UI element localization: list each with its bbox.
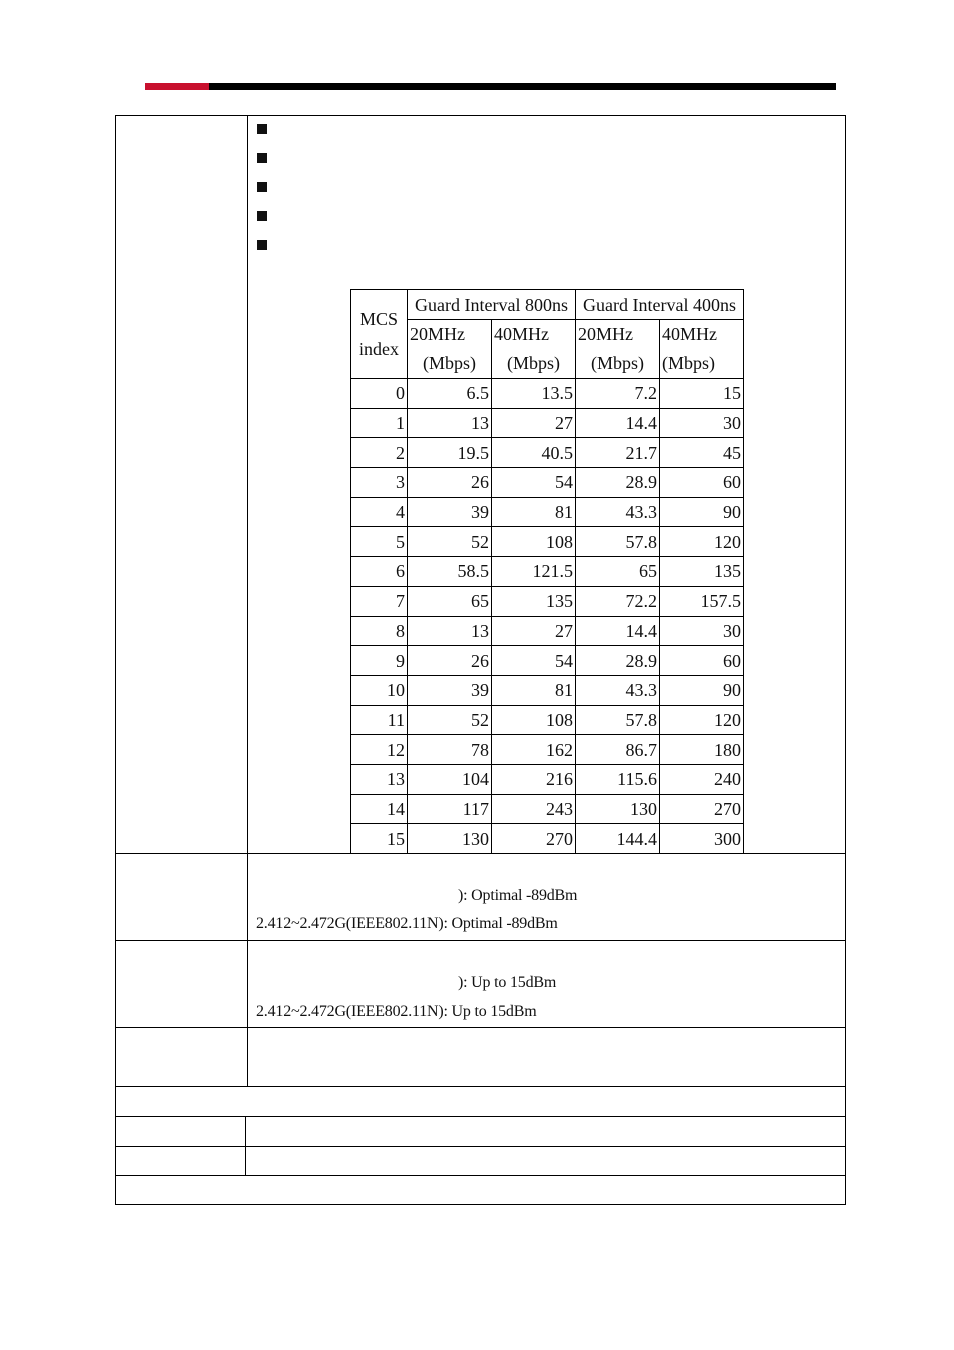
table-row	[351, 705, 744, 735]
rate-cell: 90	[660, 497, 744, 527]
mcs-index-cell: 9	[351, 646, 408, 676]
mcs-index-cell: 5	[351, 527, 408, 557]
rate-cell: 39	[408, 497, 492, 527]
rate-cell: 13.5	[492, 379, 576, 409]
table-row	[351, 527, 744, 557]
rate-cell: 135	[660, 557, 744, 587]
mcs-index-cell: 15	[351, 824, 408, 854]
rate-cell: 54	[492, 646, 576, 676]
rate-cell: 40.5	[492, 438, 576, 468]
rate-cell: 81	[492, 497, 576, 527]
unit-label: (Mbps)	[662, 353, 715, 373]
rate-cell: 30	[660, 408, 744, 438]
mcs-index-cell: 4	[351, 497, 408, 527]
table-row	[351, 675, 744, 705]
rate-cell: 45	[660, 438, 744, 468]
rate-cell: 243	[492, 794, 576, 824]
mcs-header-line1: MCS	[359, 309, 399, 329]
rate-cell: 15	[660, 379, 744, 409]
rate-cell: 27	[492, 408, 576, 438]
row-divider	[115, 1175, 846, 1176]
rate-cell: 104	[408, 764, 492, 794]
rate-cell: 108	[492, 705, 576, 735]
table-row	[351, 824, 744, 854]
bullet-icon	[257, 182, 267, 192]
row-divider	[115, 1146, 846, 1147]
rate-cell: 57.8	[576, 705, 660, 735]
rate-cell: 28.9	[576, 646, 660, 676]
bandwidth-label: 20MHz	[410, 324, 465, 344]
rate-cell: 13	[408, 616, 492, 646]
rate-cell: 39	[408, 675, 492, 705]
rate-cell: 270	[492, 824, 576, 854]
rate-cell: 30	[660, 616, 744, 646]
rate-cell: 13	[408, 408, 492, 438]
table-row	[351, 735, 744, 765]
row-divider	[115, 1116, 846, 1117]
rate-cell: 26	[408, 646, 492, 676]
rate-cell: 52	[408, 705, 492, 735]
table-row	[351, 438, 744, 468]
rate-cell: 180	[660, 735, 744, 765]
table-row	[351, 616, 744, 646]
bandwidth-label: 40MHz	[494, 324, 549, 344]
mcs-index-cell: 8	[351, 616, 408, 646]
mcs-index-cell: 1	[351, 408, 408, 438]
rate-cell: 240	[660, 764, 744, 794]
row-divider	[115, 1027, 846, 1028]
rate-cell: 120	[660, 527, 744, 557]
bandwidth-20-header	[408, 320, 492, 379]
rate-cell: 60	[660, 468, 744, 498]
unit-label: (Mbps)	[591, 353, 644, 373]
tx-power-line-1: ): Up to 15dBm	[458, 974, 557, 991]
header-accent-bar-red	[145, 83, 209, 90]
table-row	[351, 468, 744, 498]
rate-cell: 65	[408, 586, 492, 616]
rate-cell: 130	[576, 794, 660, 824]
bandwidth-20-header	[576, 320, 660, 379]
table-row	[351, 586, 744, 616]
header-rule-bar	[209, 83, 836, 90]
mcs-index-cell: 10	[351, 675, 408, 705]
mcs-index-cell: 6	[351, 557, 408, 587]
guard-interval-400-header: Guard Interval 400ns	[576, 290, 744, 320]
sensitivity-line-1: ): Optimal -89dBm	[458, 887, 578, 904]
rate-cell: 121.5	[492, 557, 576, 587]
rate-cell: 78	[408, 735, 492, 765]
bullet-icon	[257, 124, 267, 134]
table-row	[351, 646, 744, 676]
mcs-index-cell: 7	[351, 586, 408, 616]
bandwidth-40-header	[492, 320, 576, 379]
guard-interval-800-header: Guard Interval 800ns	[408, 290, 576, 320]
table-row	[351, 379, 744, 409]
rate-cell: 43.3	[576, 675, 660, 705]
rate-cell: 14.4	[576, 408, 660, 438]
sensitivity-line-2: 2.412~2.472G(IEEE802.11N): Optimal -89dBm	[256, 915, 558, 932]
rate-cell: 81	[492, 675, 576, 705]
bandwidth-label: 20MHz	[578, 324, 633, 344]
bullet-icon	[257, 240, 267, 250]
table-row	[351, 557, 744, 587]
rate-cell: 115.6	[576, 764, 660, 794]
rate-cell: 216	[492, 764, 576, 794]
rate-cell: 108	[492, 527, 576, 557]
rate-cell: 58.5	[408, 557, 492, 587]
rate-cell: 120	[660, 705, 744, 735]
rate-cell: 300	[660, 824, 744, 854]
rate-cell: 26	[408, 468, 492, 498]
rate-cell: 135	[492, 586, 576, 616]
rate-cell: 6.5	[408, 379, 492, 409]
table-row	[351, 764, 744, 794]
bullet-icon	[257, 211, 267, 221]
mcs-index-cell: 11	[351, 705, 408, 735]
rate-cell: 144.4	[576, 824, 660, 854]
mcs-rate-table	[350, 289, 744, 854]
rate-cell: 117	[408, 794, 492, 824]
rate-cell: 28.9	[576, 468, 660, 498]
mcs-index-cell: 3	[351, 468, 408, 498]
rate-cell: 65	[576, 557, 660, 587]
row-divider	[115, 1086, 846, 1087]
rate-cell: 19.5	[408, 438, 492, 468]
rate-cell: 27	[492, 616, 576, 646]
rate-cell: 60	[660, 646, 744, 676]
rate-cell: 52	[408, 527, 492, 557]
mcs-index-cell: 2	[351, 438, 408, 468]
unit-label: (Mbps)	[423, 353, 476, 373]
row-divider	[115, 940, 846, 941]
mcs-header-line2: index	[359, 339, 399, 359]
mcs-table-body	[351, 379, 744, 854]
table-row	[351, 794, 744, 824]
column-divider	[245, 1116, 246, 1175]
bullet-icon	[257, 153, 267, 163]
bandwidth-40-header	[660, 320, 744, 379]
mcs-index-header	[351, 290, 408, 379]
bandwidth-label: 40MHz	[662, 324, 717, 344]
mcs-index-cell: 0	[351, 379, 408, 409]
rate-cell: 157.5	[660, 586, 744, 616]
tx-power-line-2: 2.412~2.472G(IEEE802.11N): Up to 15dBm	[256, 1003, 537, 1020]
rate-cell: 43.3	[576, 497, 660, 527]
rate-cell: 14.4	[576, 616, 660, 646]
rate-cell: 162	[492, 735, 576, 765]
rate-cell: 21.7	[576, 438, 660, 468]
rate-cell: 130	[408, 824, 492, 854]
rate-cell: 90	[660, 675, 744, 705]
mcs-index-cell: 12	[351, 735, 408, 765]
rate-cell: 54	[492, 468, 576, 498]
rate-cell: 86.7	[576, 735, 660, 765]
rate-cell: 57.8	[576, 527, 660, 557]
table-row	[351, 497, 744, 527]
table-row	[351, 408, 744, 438]
mcs-index-cell: 13	[351, 764, 408, 794]
column-divider	[247, 115, 248, 1086]
rate-cell: 72.2	[576, 586, 660, 616]
rate-cell: 270	[660, 794, 744, 824]
rate-cell: 7.2	[576, 379, 660, 409]
mcs-index-cell: 14	[351, 794, 408, 824]
unit-label: (Mbps)	[507, 353, 560, 373]
